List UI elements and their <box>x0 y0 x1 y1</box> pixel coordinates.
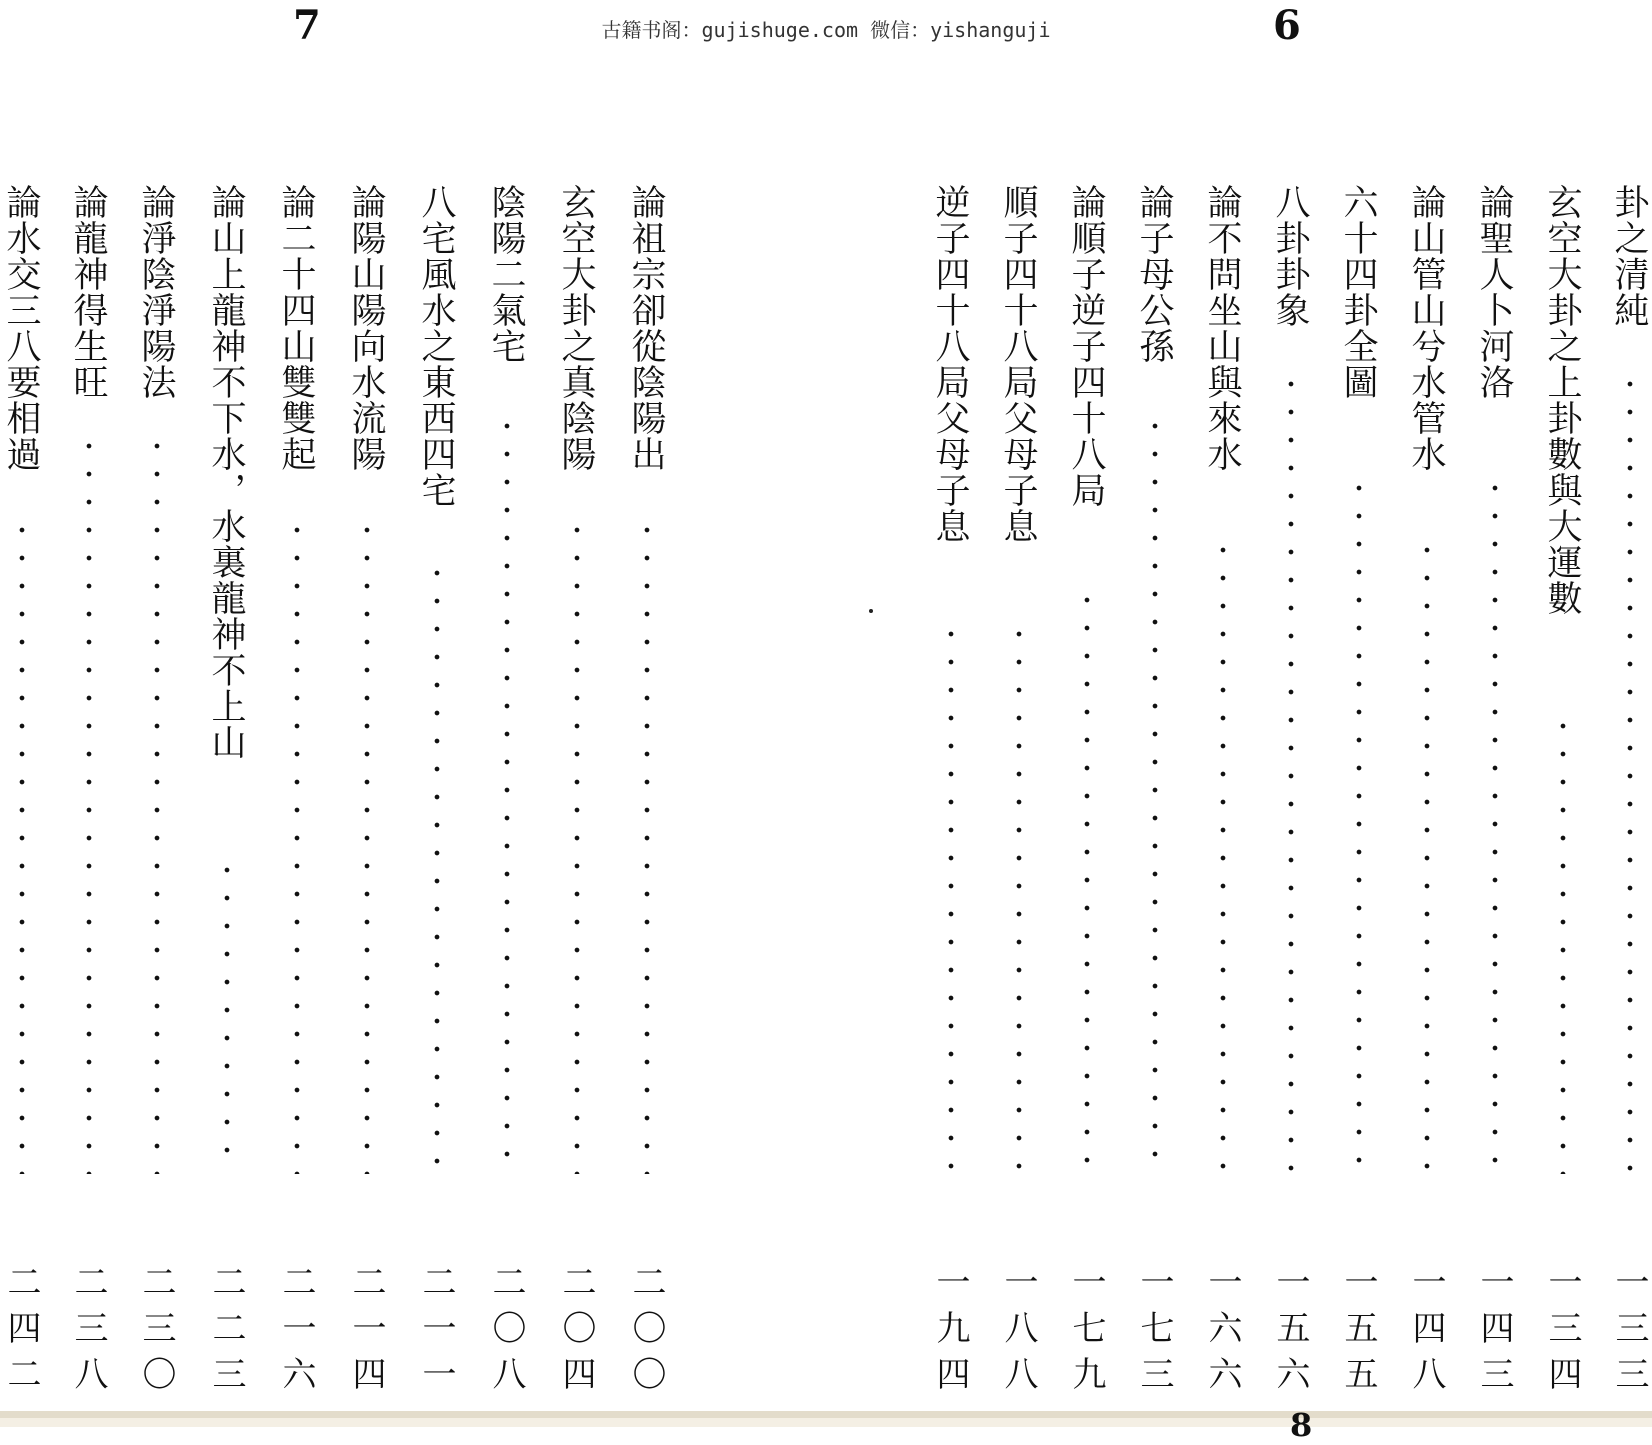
toc-entry[interactable] <box>1608 184 1650 1414</box>
toc-entry-title: 論祖宗卻從陰陽出 <box>626 184 666 472</box>
toc-entry-page: 二三八 <box>68 1264 108 1402</box>
toc-entry-page: 二二三 <box>206 1264 246 1402</box>
stray-ink-dot <box>869 609 873 613</box>
toc-entry-title: 論聖人卜河洛 <box>1474 184 1514 400</box>
toc-entry-page: 一三四 <box>1542 1264 1582 1402</box>
toc-entry[interactable] <box>1065 184 1107 1414</box>
toc-entry[interactable] <box>345 184 387 1414</box>
bottom-page-number: 8 <box>1290 1406 1313 1444</box>
toc-entry-title: 玄空大卦之上卦數與大運數 <box>1542 184 1582 616</box>
toc-entry[interactable] <box>485 184 527 1414</box>
dot-leader <box>224 856 230 1174</box>
toc-entry[interactable] <box>67 184 109 1414</box>
toc-entry-page: 二一四 <box>346 1264 386 1402</box>
dot-leader <box>1356 474 1362 1174</box>
toc-entry-page: 二〇〇 <box>626 1264 666 1402</box>
dot-leader <box>644 516 650 1174</box>
toc-entry[interactable] <box>275 184 317 1414</box>
dot-leader <box>1152 412 1158 1174</box>
toc-entry-title: 論陽山陽向水流陽 <box>346 184 386 472</box>
toc-entry[interactable] <box>997 184 1039 1414</box>
toc-entry-page: 一九四 <box>930 1264 970 1402</box>
page-bottom-shadow <box>0 1418 1652 1427</box>
toc-entry[interactable] <box>1201 184 1243 1414</box>
dot-leader <box>1424 536 1430 1174</box>
toc-entry[interactable] <box>1541 184 1583 1414</box>
toc-entry-page: 二三〇 <box>136 1264 176 1402</box>
toc-entry-title: 論山上龍神不下水，水裏龍神不上山 <box>206 184 246 760</box>
dot-leader <box>1288 370 1294 1174</box>
toc-entry-title: 論順子逆子四十八局 <box>1066 184 1106 508</box>
toc-entry-title: 論龍神得生旺 <box>68 184 108 400</box>
dot-leader <box>1084 586 1090 1174</box>
toc-entry[interactable] <box>1133 184 1175 1414</box>
toc-entry[interactable] <box>135 184 177 1414</box>
toc-entry-title: 八卦卦象 <box>1270 184 1310 328</box>
toc-entry-title: 陰陽二氣宅 <box>486 184 526 364</box>
toc-entry-title: 論子母公孫 <box>1134 184 1174 364</box>
dot-leader <box>504 412 510 1174</box>
dot-leader <box>154 432 160 1174</box>
dot-leader <box>86 432 92 1174</box>
toc-entry[interactable] <box>1473 184 1515 1414</box>
toc-entry-title: 逆子四十八局父母子息 <box>930 184 970 544</box>
toc-entry-page: 一三三 <box>1609 1264 1649 1402</box>
toc-entry-title: 論淨陰淨陽法 <box>136 184 176 400</box>
toc-entry-page: 一八八 <box>998 1264 1038 1402</box>
toc-entry-page: 二一六 <box>276 1264 316 1402</box>
watermark-text: 古籍书阁：gujishuge.com 微信：yishanguji <box>601 18 1051 42</box>
toc-entry[interactable] <box>0 184 42 1414</box>
toc-entry-page: 一六六 <box>1202 1264 1242 1402</box>
dot-leader <box>434 559 440 1174</box>
dot-leader <box>948 620 954 1174</box>
toc-entry[interactable] <box>555 184 597 1414</box>
toc-entry-page: 一五六 <box>1270 1264 1310 1402</box>
toc-entry[interactable] <box>1337 184 1379 1414</box>
dot-leader <box>364 516 370 1174</box>
toc-entry-title: 八宅風水之東西四宅 <box>416 184 456 508</box>
dot-leader <box>1016 620 1022 1174</box>
dot-leader <box>294 516 300 1174</box>
toc-entry[interactable] <box>205 184 247 1414</box>
toc-entry[interactable] <box>1405 184 1447 1414</box>
toc-entry-title: 論水交三八要相過 <box>1 184 41 472</box>
toc-entry-title: 順子四十八局父母子息 <box>998 184 1038 544</box>
toc-entry-title: 玄空大卦之真陰陽 <box>556 184 596 472</box>
toc-entry-page: 一七三 <box>1134 1264 1174 1402</box>
left-page-number: 7 <box>293 2 321 49</box>
dot-leader <box>19 516 25 1174</box>
dot-leader <box>1627 370 1633 1174</box>
toc-entry-page: 二四二 <box>1 1264 41 1402</box>
dot-leader <box>574 516 580 1174</box>
toc-entry[interactable] <box>929 184 971 1414</box>
toc-entry-title: 卦之清純 <box>1609 184 1649 328</box>
dot-leader <box>1220 536 1226 1174</box>
right-page-number: 6 <box>1273 2 1301 49</box>
toc-entry-page: 一五五 <box>1338 1264 1378 1402</box>
dot-leader <box>1492 474 1498 1174</box>
toc-entry-page: 二〇四 <box>556 1264 596 1402</box>
toc-entry-title: 論山管山兮水管水 <box>1406 184 1446 472</box>
dot-leader <box>1560 712 1566 1174</box>
toc-entry-title: 論不問坐山與來水 <box>1202 184 1242 472</box>
toc-entry-page: 二〇八 <box>486 1264 526 1402</box>
toc-entry-title: 六十四卦全圖 <box>1338 184 1378 400</box>
toc-entry-page: 一四八 <box>1406 1264 1446 1402</box>
toc-entry[interactable] <box>625 184 667 1414</box>
toc-entry[interactable] <box>415 184 457 1414</box>
toc-entry-page: 一七九 <box>1066 1264 1106 1402</box>
page-bottom-edge <box>0 1411 1652 1418</box>
toc-entry-title: 論二十四山雙雙起 <box>276 184 316 472</box>
toc-entry-page: 二一一 <box>416 1264 456 1402</box>
toc-entry[interactable] <box>1269 184 1311 1414</box>
toc-entry-page: 一四三 <box>1474 1264 1514 1402</box>
